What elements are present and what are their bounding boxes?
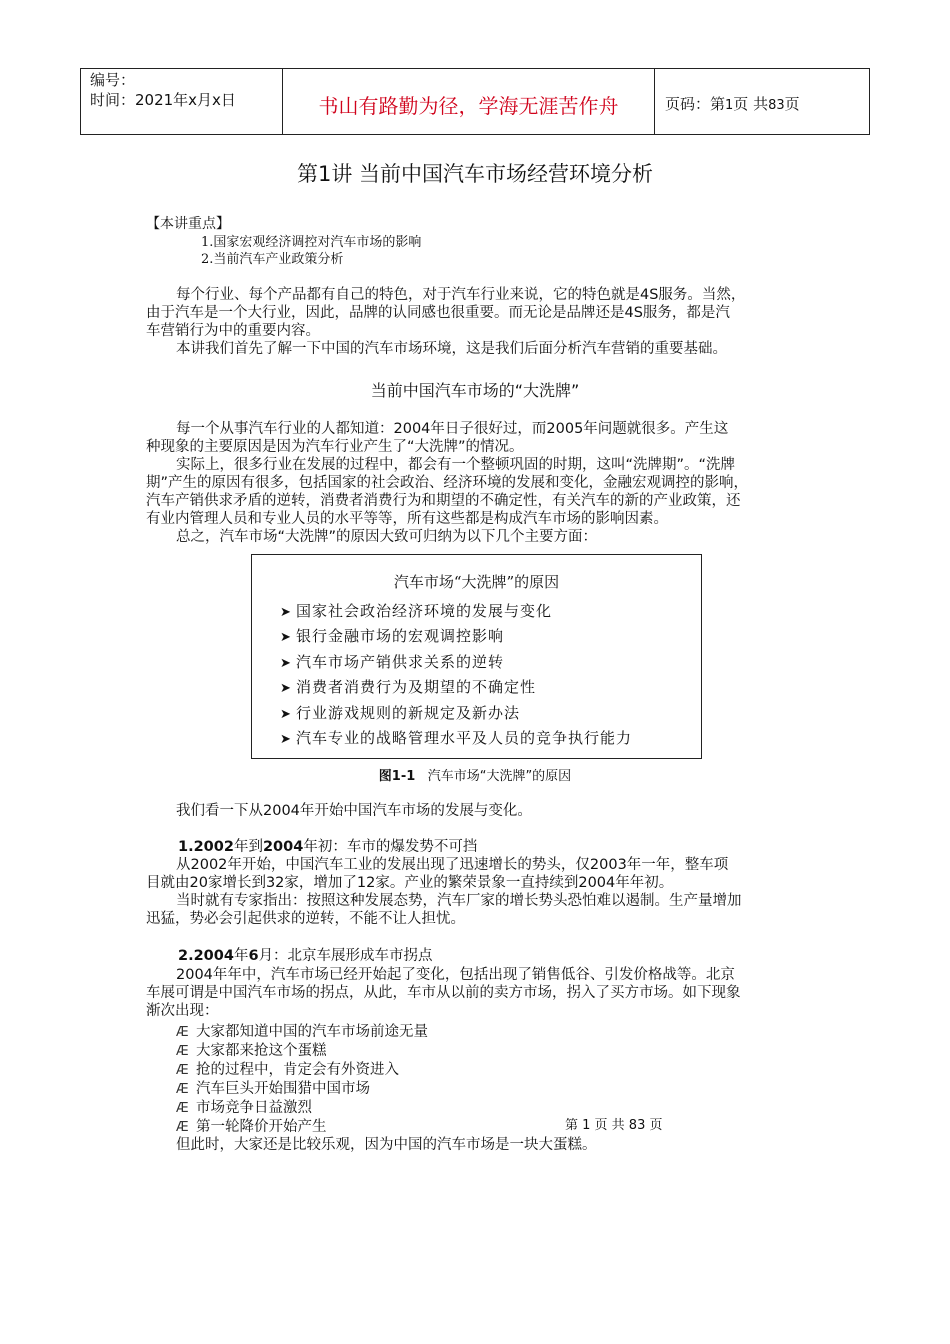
arrow-icon: ➤ xyxy=(280,707,292,722)
text-line: 本讲我们首先了解一下中国的汽车市场环境，这是我们后面分析汽车营销的重要基础。 xyxy=(176,341,727,357)
header-table xyxy=(80,68,870,135)
text-line: 每一个从事汽车行业的人都知道：2004年日子很好过，而2005年问题就很多。产生这 xyxy=(176,421,729,437)
header-page-cell xyxy=(655,69,869,134)
text-line: 有业内管理人员和专业人员的水平等等，所有这些都是构成汽车市场的影响因素。 xyxy=(146,511,668,527)
footer-page-number: 第 1 页 共 83 页 xyxy=(565,1118,663,1133)
key-points-list xyxy=(201,234,421,268)
arrow-icon: ➤ xyxy=(280,630,292,645)
arrow-icon: ➤ xyxy=(280,681,292,696)
key-point-item: 1.国家宏观经济调控对汽车市场的影响 xyxy=(201,235,422,250)
text-line: 目就由20家增长到32家，增加了12家。产业的繁荣景象一直持续到2004年年初。 xyxy=(146,875,674,891)
list-item: Æ 市场竞争日益激烈 xyxy=(176,1100,312,1116)
figure-title: 汽车市场“大洗牌”的原因 xyxy=(393,573,560,591)
list-item: Æ 大家都来抢这个蛋糕 xyxy=(176,1043,327,1059)
list-item: Æ 抢的过程中，肯定会有外资进入 xyxy=(176,1062,399,1078)
text-line: 期”产生的原因有很多，包括国家的社会政治、经济环境的发展和变化，金融宏观调控的影响， xyxy=(146,475,749,491)
text-line: 总之，汽车市场“大洗牌”的原因大致可归纳为以下几个主要方面： xyxy=(176,529,598,545)
phase1-heading: 1.2002年到2004年初：车市的爆发势不可挡 xyxy=(178,839,478,855)
figure-item: ➤ 银行金融市场的宏观调控影响 xyxy=(280,627,505,645)
text-line: 从2002年开始，中国汽车工业的发展出现了迅速增长的势头，仅2003年一年，整车项 xyxy=(176,857,729,873)
list-item: Æ 大家都知道中国的汽车市场前途无量 xyxy=(176,1024,428,1040)
header-motto-cell xyxy=(283,69,655,134)
closing-text: 但此时，大家还是比较乐观，因为中国的汽车市场是一块大蛋糕。 xyxy=(176,1137,597,1153)
arrow-icon: ➤ xyxy=(280,656,292,671)
figure-item: ➤ 行业游戏规则的新规定及新办法 xyxy=(280,704,521,722)
figure-item: ➤ 消费者消费行为及期望的不确定性 xyxy=(280,678,537,696)
text-line: 车营销行为中的重要内容。 xyxy=(146,323,320,339)
intro-paragraph xyxy=(146,286,836,358)
header-meta-cell xyxy=(81,69,283,134)
phase2-paragraph xyxy=(146,966,836,1020)
text-line: 当时就有专家指出：按照这种发展态势，汽车厂家的增长势头恐怕难以遏制。生产量增加 xyxy=(176,893,742,909)
text-line: 迅猛，势必会引起供求的逆转，不能不让人担忧。 xyxy=(146,911,465,927)
arrow-icon: ➤ xyxy=(280,605,292,620)
page-indicator: 页码：第1页 共83页 xyxy=(665,95,800,113)
figure-item: ➤ 汽车市场产销供求关系的逆转 xyxy=(280,653,505,671)
phenomena-list xyxy=(176,1023,428,1137)
figure-item: ➤ 汽车专业的战略管理水平及人员的竞争执行能力 xyxy=(280,729,633,747)
phase2-heading: 2.2004年6月：北京车展形成车市拐点 xyxy=(178,948,433,964)
section-title: 当前中国汽车市场的“大洗牌” xyxy=(370,381,580,400)
time-label: 时间：2021年x月x日 xyxy=(90,91,236,109)
lead-text: 我们看一下从2004年开始中国汽车市场的发展与变化。 xyxy=(176,803,532,819)
text-line: 渐次出现： xyxy=(146,1003,219,1019)
text-line: 实际上，很多行业在发展的过程中，都会有一个整顿巩固的时期，这叫“洗牌期”。“洗牌 xyxy=(176,457,736,473)
text-line: 由于汽车是一个大行业，因此，品牌的认同感也很重要。而无论是品牌还是4S服务，都是汽 xyxy=(146,305,730,321)
key-point-item: 2.当前汽车产业政策分析 xyxy=(201,252,344,267)
list-item: Æ 汽车巨头开始围猎中国市场 xyxy=(176,1081,370,1097)
figure-caption: 图1-1 汽车市场“大洗牌”的原因 xyxy=(378,769,572,784)
page-title: 第1讲 当前中国汽车市场经营环境分析 xyxy=(296,162,654,186)
arrow-icon: ➤ xyxy=(280,732,292,747)
phase1-paragraph xyxy=(146,856,836,928)
list-item: Æ 第一轮降价开始产生 xyxy=(176,1119,327,1135)
body-paragraph xyxy=(146,420,836,546)
text-line: 种现象的主要原因是因为汽车行业产生了“大洗牌”的情况。 xyxy=(146,439,524,455)
key-points-heading: 【本讲重点】 xyxy=(146,216,230,232)
text-line: 车展可谓是中国汽车市场的拐点，从此，车市从以前的卖方市场，拐入了买方市场。如下现象 xyxy=(146,985,741,1001)
figure-box xyxy=(251,554,702,759)
text-line: 每个行业、每个产品都有自己的特色，对于汽车行业来说，它的特色就是4S服务。当然， xyxy=(176,287,746,303)
text-line: 汽车产销供求矛盾的逆转，消费者消费行为和期望的不确定性，有关汽车的新的产业政策，还 xyxy=(146,493,741,509)
figure-item: ➤ 国家社会政治经济环境的发展与变化 xyxy=(280,602,553,620)
text-line: 2004年年中，汽车市场已经开始起了变化，包括出现了销售低谷、引发价格战等。北京 xyxy=(176,967,735,983)
motto: 书山有路勤为径，学海无涯苦作舟 xyxy=(318,94,619,118)
number-label: 编号： xyxy=(90,71,136,89)
